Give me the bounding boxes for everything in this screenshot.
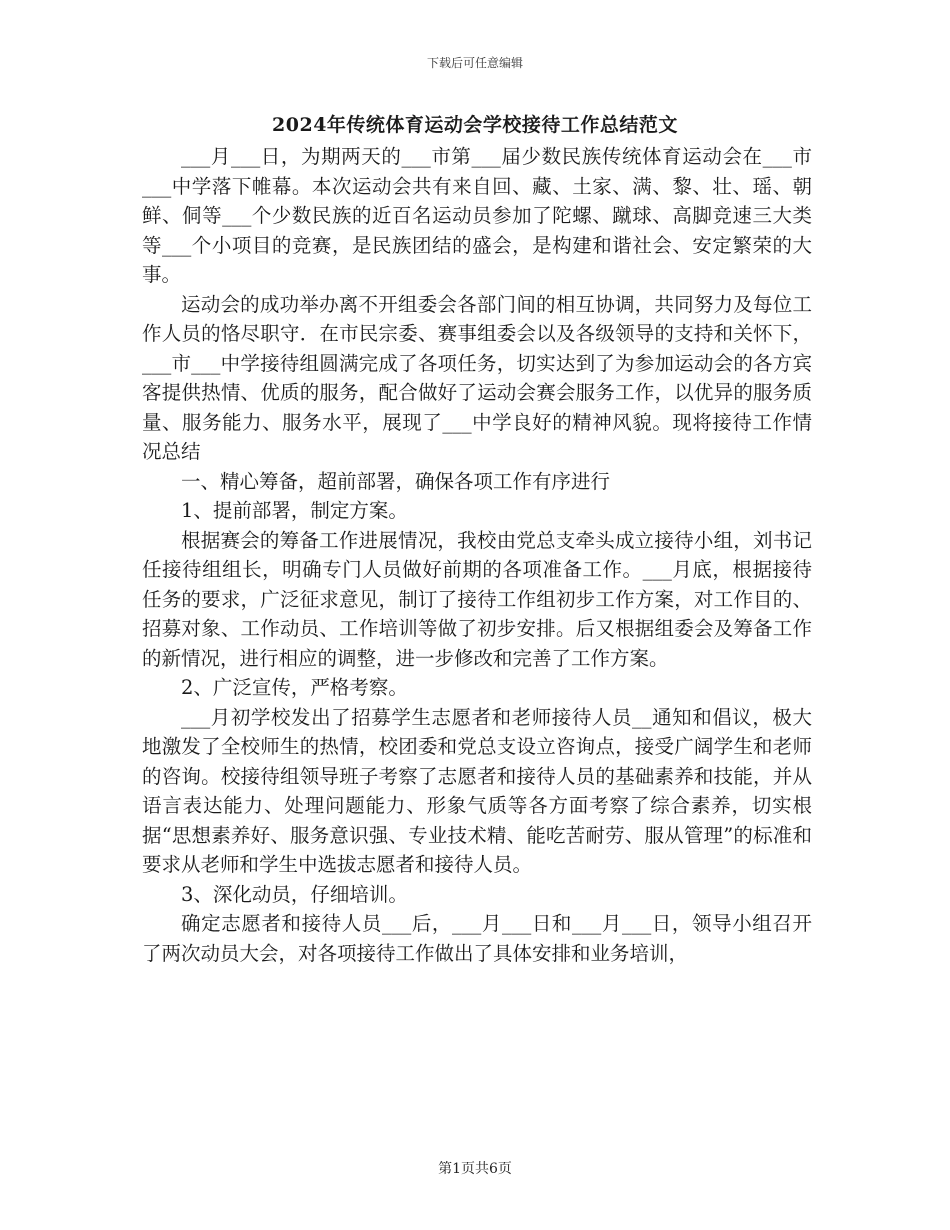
page-number: 第1页共6页 xyxy=(438,1161,512,1177)
section-heading: 一、精心筹备，超前部署，确保各项工作有序进行 xyxy=(181,469,611,493)
document-title: 2024年传统体育运动会学校接待工作总结范文 xyxy=(272,114,678,136)
header-note: 下载后可任意编辑 xyxy=(426,56,523,70)
paragraph: ___月初学校发出了招募学生志愿者和老师接待人员__通知和倡议，极大地激发了全校师生的热情，校团委和党总支设立咨询点，接受广阔学生和老师的咨询。校接待组领导班子考察了志愿者和接待人员的基础素养和技能，并从语言表达能力、处理问题能力、形象气质等各方面考察了综合素养，切实根据“思想素养好、服务意识强、专业技术精、能吃苦耐劳、服从管理”的标准和要求从老师和学生中选拔志愿者和接待人员。 xyxy=(142,705,812,876)
subsection-heading: 2、广泛宣传，严格考察。 xyxy=(181,676,408,699)
subsection-heading: 3、深化动员，仔细培训。 xyxy=(181,882,408,906)
paragraph: ___月___日，为期两天的___市第___届少数民族传统体育运动会在___市___中学落下帷幕。本次运动会共有来自回、藏、土家、满、黎、壮、瑶、朝鲜、侗等___个少数民族的近百名运动员参加了陀螺、蹴球、高脚竞速三大类等___个小项目的竞赛，是民族团结的盛会，是构建和谐社会、安定繁荣的大事。 xyxy=(142,145,812,286)
document-body xyxy=(142,142,812,968)
paragraph: 根据赛会的筹备工作进展情况，我校由党总支牵头成立接待小组，刘书记任接待组组长，明确专门人员做好前期的各项准备工作。___月底，根据接待任务的要求，广泛征求意见，制订了接待工作组初步工作方案，对工作目的、招募对象、工作动员、工作培训等做了初步安排。后又根据组委会及筹备工作的新情况，进行相应的调整，进一步修改和完善了工作方案。 xyxy=(142,528,812,670)
paragraph: 确定志愿者和接待人员___后，___月___日和___月___日，领导小组召开了两次动员大会，对各项接待工作做出了具体安排和业务培训， xyxy=(142,912,812,965)
subsection-heading: 1、提前部署，制定方案。 xyxy=(181,499,408,522)
paragraph: 运动会的成功举办离不开组委会各部门间的相互协调，共同努力及每位工作人员的恪尽职守．在市民宗委、赛事组委会以及各级领导的支持和关怀下，___市___中学接待组圆满完成了各项任务，切实达到了为参加运动会的各方宾客提供热情、优质的服务，配合做好了运动会赛会服务工作，以优异的服务质量、服务能力、服务水平，展现了___中学良好的精神风貌。现将接待工作情况总结 xyxy=(142,292,812,463)
